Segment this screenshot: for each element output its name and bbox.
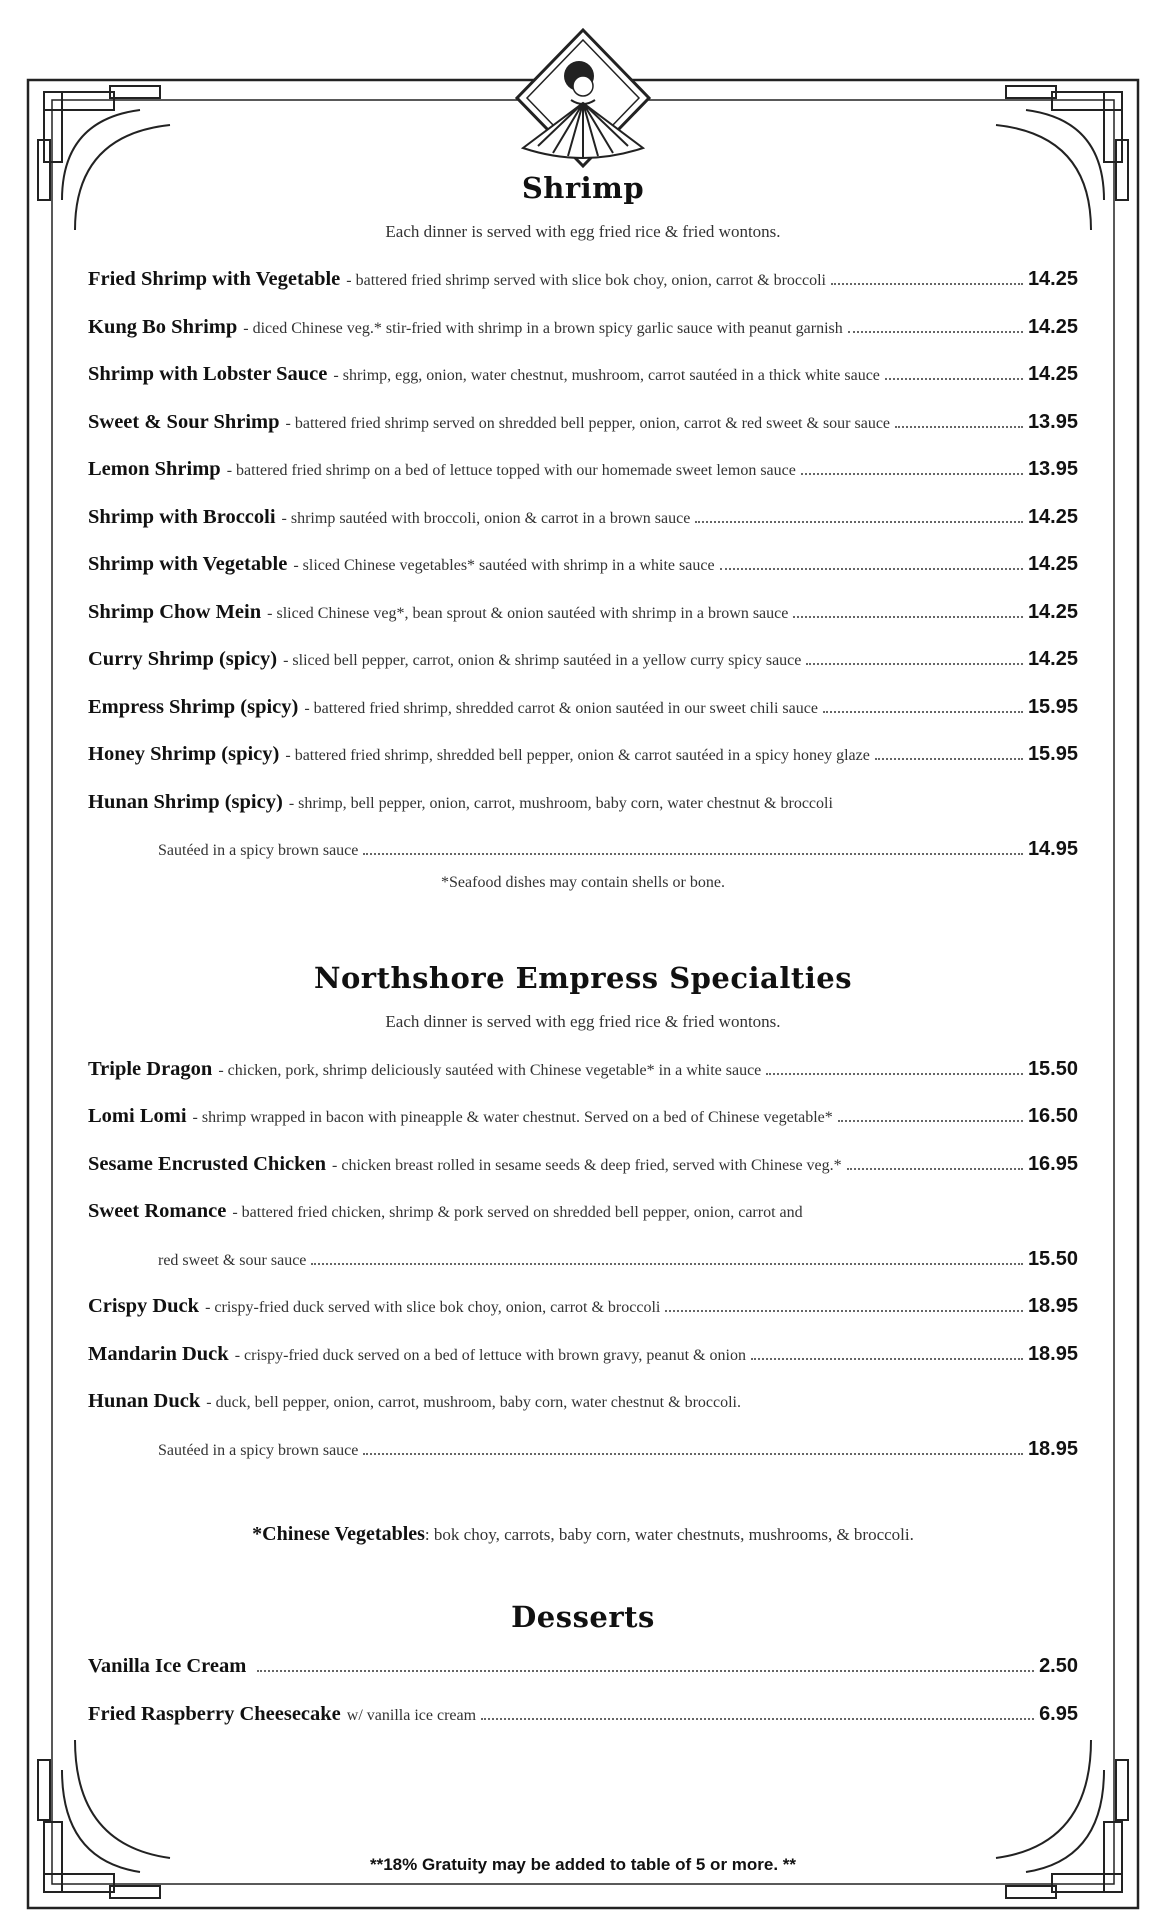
menu-item-price: 16.50 [1027, 1105, 1078, 1127]
menu-item-description: Sautéed in a spicy brown sauce [158, 1441, 359, 1459]
menu-item-name: Shrimp with Lobster Sauce [88, 363, 328, 385]
menu-content [88, 168, 1078, 1738]
menu-item-description: - shrimp wrapped in bacon with pineapple & water chestnut. Served on a bed of Chinese vegetable* [192, 1109, 833, 1126]
menu-item-price: 13.95 [1027, 410, 1078, 433]
menu-item-name: Honey Shrimp (spicy) [88, 743, 280, 765]
menu-item-name: Crispy Duck [88, 1295, 200, 1317]
chinese-vegetables-text: : bok choy, carrots, baby corn, water chestnuts, mushrooms, & broccoli. [424, 1525, 914, 1544]
menu-item [88, 636, 1078, 684]
menu-item-description: - battered fried shrimp on a bed of lettuce topped with our homemade sweet lemon sauce [226, 462, 796, 479]
specialties-item-list-2 [88, 1283, 1078, 1378]
leader-dots [751, 1357, 1023, 1360]
shrimp-item-list [88, 256, 1078, 779]
leader-dots [481, 1717, 1034, 1720]
menu-item [88, 541, 1078, 589]
menu-item [88, 589, 1078, 637]
leader-dots [875, 757, 1023, 760]
menu-item-price: 13.95 [1027, 458, 1078, 480]
menu-item-price: 14.25 [1027, 600, 1078, 623]
menu-item-price: 14.25 [1027, 553, 1078, 575]
menu-item-hunan-shrimp-cont [88, 826, 1078, 874]
menu-item-sweet-romance [88, 1188, 1078, 1236]
menu-item-description: - crispy-fried duck served with slice bok choy, onion, carrot & broccoli [205, 1299, 661, 1316]
menu-item [88, 446, 1078, 494]
menu-item-description: - duck, bell pepper, onion, carrot, mushroom, baby corn, water chestnut & broccoli. [206, 1394, 741, 1411]
menu-item [88, 1283, 1078, 1331]
menu-item-name: Vanilla Ice Cream [88, 1655, 247, 1677]
menu-item-name: Fried Raspberry Cheesecake [88, 1702, 341, 1725]
menu-item [88, 731, 1078, 779]
menu-item-description: - shrimp, egg, onion, water chestnut, mushroom, carrot sautéed in a thick white sauce [333, 367, 880, 384]
leader-dots [665, 1309, 1023, 1312]
gratuity-notice: **18% Gratuity may be added to table of 5 or more. ** [369, 1855, 797, 1874]
menu-item-name: Kung Bo Shrimp [88, 315, 238, 338]
menu-item-description: - sliced bell pepper, carrot, onion & shrimp sautéed in a yellow curry spicy sauce [283, 652, 802, 669]
leader-dots [766, 1072, 1023, 1075]
desserts-item-list [88, 1643, 1078, 1738]
menu-item [88, 1093, 1078, 1141]
menu-item-price: 15.95 [1027, 743, 1078, 765]
menu-item [88, 494, 1078, 542]
specialties-section-title: Northshore Empress Specialties [313, 960, 853, 995]
menu-item-price: 14.25 [1027, 315, 1078, 338]
menu-item-price: 15.50 [1027, 1247, 1078, 1270]
menu-item-description: - crispy-fried duck served on a bed of lettuce with brown gravy, peanut & onion [234, 1346, 746, 1364]
menu-item [88, 256, 1078, 304]
leader-dots [720, 567, 1023, 570]
menu-item [88, 1643, 1078, 1691]
menu-item-description: w/ vanilla ice cream [346, 1706, 477, 1724]
menu-item-description: - battered fried shrimp, shredded bell pepper, onion & carrot sautéed in a spicy honey glaze [285, 747, 870, 764]
menu-item [88, 1691, 1078, 1739]
menu-item-price: 18.95 [1027, 1342, 1078, 1365]
menu-item-name: Mandarin Duck [88, 1342, 229, 1365]
menu-item-name: Hunan Shrimp (spicy) [88, 790, 283, 813]
menu-item-description: - battered fried shrimp, shredded carrot & onion sautéed in our sweet chili sauce [304, 699, 818, 717]
leader-dots [895, 425, 1023, 428]
leader-dots [838, 1119, 1023, 1122]
menu-item-hunan-duck-cont [88, 1426, 1078, 1474]
menu-item-name: Sweet & Sour Shrimp [88, 410, 280, 433]
menu-item-name: Shrimp with Broccoli [88, 505, 276, 528]
specialties-item-list [88, 1046, 1078, 1189]
menu-item-price: 15.50 [1027, 1057, 1078, 1080]
menu-item-description: - battered fried shrimp served with slice bok choy, onion, carrot & broccoli [346, 272, 826, 289]
menu-item-description: - chicken breast rolled in sesame seeds & deep fried, served with Chinese veg.* [332, 1156, 842, 1174]
leader-dots [311, 1262, 1023, 1265]
menu-item [88, 1046, 1078, 1094]
desserts-section-title: Desserts [511, 1600, 655, 1634]
menu-item-price: 14.25 [1027, 648, 1078, 670]
leader-dots [848, 330, 1023, 333]
leader-dots [806, 662, 1023, 665]
menu-item [88, 304, 1078, 352]
menu-item-description: - battered fried chicken, shrimp & pork served on shredded bell pepper, onion, carrot and [232, 1204, 803, 1221]
menu-item [88, 684, 1078, 732]
menu-item-hunan-shrimp [88, 779, 1078, 827]
seafood-note: *Seafood dishes may contain shells or bone. [441, 873, 725, 891]
leader-dots [847, 1167, 1023, 1170]
menu-item-name: Lemon Shrimp [88, 458, 221, 480]
menu-item-hunan-duck [88, 1378, 1078, 1426]
menu-item-name: Shrimp with Vegetable [88, 553, 288, 575]
leader-dots [695, 520, 1023, 523]
menu-item-price: 14.25 [1027, 363, 1078, 385]
menu-item-description: - chicken, pork, shrimp deliciously sautéed with Chinese vegetable* in a white sauce [218, 1061, 762, 1079]
menu-item-name: Triple Dragon [88, 1057, 213, 1080]
chinese-vegetables-label: *Chinese Vegetables [252, 1523, 425, 1545]
leader-dots [363, 852, 1023, 855]
menu-item-name: Fried Shrimp with Vegetable [88, 268, 341, 290]
menu-item-description: Sautéed in a spicy brown sauce [158, 842, 359, 859]
leader-dots [823, 710, 1023, 713]
menu-item-name: Hunan Duck [88, 1390, 201, 1412]
menu-item-name: Sweet Romance [88, 1200, 227, 1222]
menu-item-description: - shrimp sautéed with broccoli, onion & carrot in a brown sauce [281, 509, 691, 527]
menu-item-price: 14.25 [1027, 268, 1078, 290]
shrimp-section-title: Shrimp [521, 171, 645, 205]
leader-dots [363, 1452, 1023, 1455]
menu-item-description: - battered fried shrimp served on shredded bell pepper, onion, carrot & red sweet & sour sauce [285, 414, 891, 432]
menu-item-description: red sweet & sour sauce [158, 1251, 307, 1269]
leader-dots [831, 282, 1023, 285]
empress-logo-emblem [517, 30, 649, 166]
leader-dots [801, 472, 1023, 475]
menu-item [88, 1331, 1078, 1379]
menu-item-price: 2.50 [1039, 1655, 1078, 1677]
menu-item [88, 399, 1078, 447]
menu-item [88, 1141, 1078, 1189]
menu-item-name: Sesame Encrusted Chicken [88, 1152, 327, 1175]
menu-item-name: Lomi Lomi [88, 1105, 187, 1127]
menu-item-price: 18.95 [1027, 1437, 1078, 1460]
menu-item-price: 14.25 [1027, 505, 1078, 528]
menu-item-name: Curry Shrimp (spicy) [88, 648, 278, 670]
menu-item-name: Shrimp Chow Mein [88, 600, 262, 623]
leader-dots [885, 377, 1023, 380]
leader-dots [257, 1669, 1034, 1672]
specialties-section-intro: Each dinner is served with egg fried rice & fried wontons. [385, 1011, 781, 1031]
menu-item-price: 15.95 [1027, 695, 1078, 718]
menu-item-price: 18.95 [1027, 1295, 1078, 1317]
menu-item-description: - sliced Chinese vegetables* sautéed with shrimp in a white sauce [293, 557, 715, 574]
menu-item-sweet-romance-cont [88, 1236, 1078, 1284]
menu-item-description: - diced Chinese veg.* stir-fried with shrimp in a brown spicy garlic sauce with peanut garnish [243, 319, 843, 337]
shrimp-section-intro: Each dinner is served with egg fried rice & fried wontons. [385, 222, 781, 241]
menu-item-description: - sliced Chinese veg*, bean sprout & onion sautéed with shrimp in a brown sauce [267, 604, 789, 622]
menu-item-price: 6.95 [1039, 1702, 1078, 1725]
menu-item-name: Empress Shrimp (spicy) [88, 695, 299, 718]
leader-dots [793, 615, 1023, 618]
chinese-vegetables-note [88, 1519, 1078, 1549]
menu-item [88, 351, 1078, 399]
menu-item-price: 14.95 [1027, 838, 1078, 860]
menu-item-price: 16.95 [1027, 1152, 1078, 1175]
menu-item-description: - shrimp, bell pepper, onion, carrot, mushroom, baby corn, water chestnut & broccoli [288, 794, 833, 812]
